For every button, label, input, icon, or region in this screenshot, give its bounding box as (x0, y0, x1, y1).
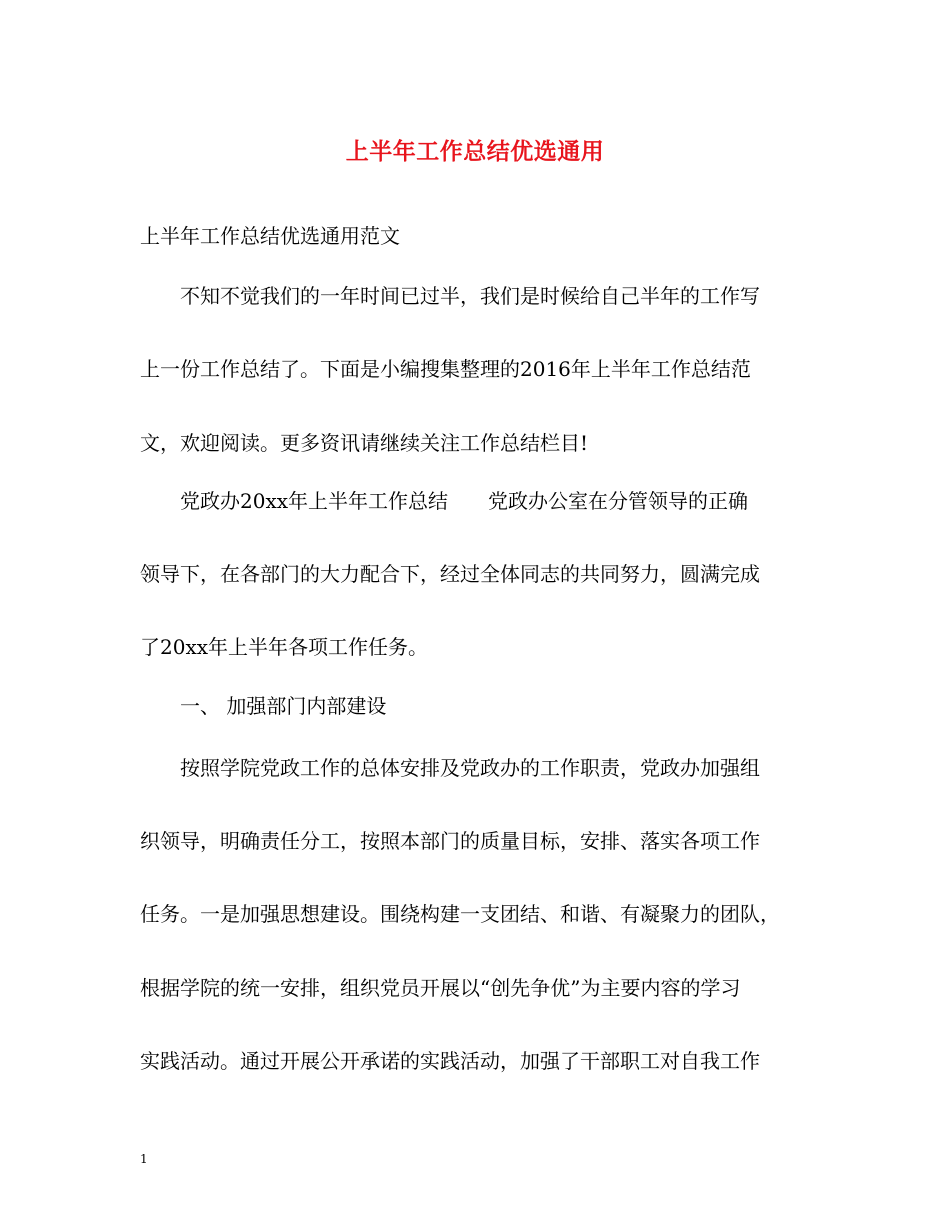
paragraph-line: 了20xx年上半年各项工作任务。 (140, 635, 429, 659)
paragraph-line: 实践活动。通过开展公开承诺的实践活动，加强了干部职工对自我工作 (140, 1049, 760, 1073)
paragraph-line: 上一份工作总结了。下面是小编搜集整理的2016年上半年工作总结范 (140, 357, 751, 381)
section-heading: 一、 加强部门内部建设 (180, 694, 387, 718)
paragraph-line: 织领导，明确责任分工，按照本部门的质量目标，安排、落实各项工作 (140, 829, 760, 853)
document-title: 上半年工作总结优选通用 (345, 138, 605, 165)
paragraph-line: 任务。一是加强思想建设。围绕构建一支团结、和谐、有凝聚力的团队， (140, 902, 780, 926)
paragraph-text: 党政办公室在分管领导的正确 (488, 489, 749, 513)
paragraph-line: 按照学院党政工作的总体安排及党政办的工作职责，党政办加强组 (180, 756, 760, 780)
document-subtitle: 上半年工作总结优选通用范文 (140, 224, 400, 248)
paragraph-line (180, 487, 748, 515)
section-heading-inline: 党政办20xx年上半年工作总结 (180, 489, 449, 513)
paragraph-line: 文，欢迎阅读。更多资讯请继续关注工作总结栏目! (140, 431, 589, 455)
paragraph-line: 不知不觉我们的一年时间已过半，我们是时候给自己半年的工作写 (180, 284, 760, 308)
paragraph-line: 领导下，在各部门的大力配合下，经过全体同志的共同努力，圆满完成 (140, 562, 760, 586)
paragraph-line: 根据学院的统一安排，组织党员开展以“创先争优”为主要内容的学习 (140, 976, 741, 1000)
page-number: 1 (140, 1152, 148, 1166)
